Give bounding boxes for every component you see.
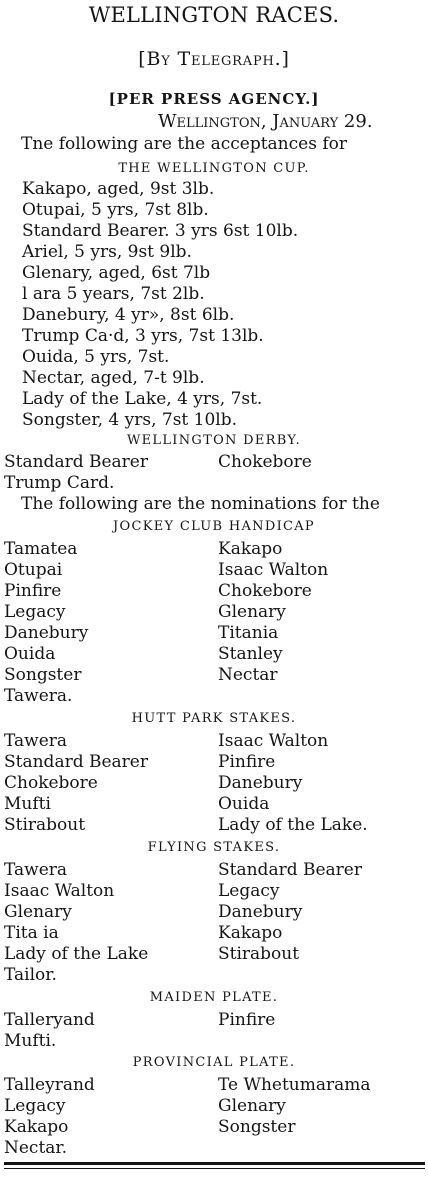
jockey-club-nomination: Legacy xyxy=(4,602,66,622)
jockey-club-nomination: Nectar xyxy=(218,665,278,685)
acceptance-entry: Lady of the Lake, 4 yrs, 7st. xyxy=(22,389,263,409)
acceptance-entry: Ouida, 5 yrs, 7st. xyxy=(22,347,170,367)
hutt-park-heading: HUTT PARK STAKES. xyxy=(131,711,297,726)
flying-stakes-nomination: Legacy xyxy=(218,881,280,901)
acceptance-entry: Nectar, aged, 7-t 9lb. xyxy=(22,368,205,388)
hutt-park-nomination: Lady of the Lake. xyxy=(218,815,368,835)
flying-stakes-nomination: Lady of the Lake xyxy=(4,944,149,964)
hutt-park-nomination: Mufti xyxy=(4,794,51,814)
flying-stakes-nomination: Kakapo xyxy=(218,923,283,943)
maiden-plate-nomination: Talleryand xyxy=(4,1010,95,1030)
acceptances-intro: Tne following are the acceptances for xyxy=(21,134,347,154)
jockey-club-nomination: Kakapo xyxy=(218,539,283,559)
jockey-club-nomination: Otupai xyxy=(4,560,63,580)
acceptance-entry: Otupai, 5 yrs, 7st 8lb. xyxy=(22,200,209,220)
acceptance-entry: Standard Bearer. 3 yrs 6st 10lb. xyxy=(22,221,299,241)
acceptance-entry: l ara 5 years, 7st 2lb. xyxy=(22,284,205,304)
provincial-plate-nomination: Legacy xyxy=(4,1096,66,1116)
jockey-club-nomination: Chokebore xyxy=(218,581,312,601)
flying-stakes-nomination: Tita ia xyxy=(4,923,59,943)
provincial-plate-nomination: Te Whetumarama xyxy=(218,1075,371,1095)
derby-nomination: Standard Bearer xyxy=(4,452,148,472)
maiden-plate-heading: MAIDEN PLATE. xyxy=(149,990,279,1005)
acceptance-entry: Trump Ca·d, 3 yrs, 7st 13lb. xyxy=(22,326,264,346)
flying-stakes-nomination: Glenary xyxy=(4,902,72,922)
jockey-club-nomination: Glenary xyxy=(218,602,286,622)
acceptance-entry: Ariel, 5 yrs, 9st 9lb. xyxy=(22,242,192,262)
agency-line: [PER PRESS AGENCY.] xyxy=(108,90,320,108)
hutt-park-nomination: Chokebore xyxy=(4,773,98,793)
acceptance-entry: Songster, 4 yrs, 7st 10lb. xyxy=(22,410,238,430)
acceptance-entry: Danebury, 4 yr», 8st 6lb. xyxy=(22,305,235,325)
jockey-club-nomination: Songster xyxy=(4,665,82,685)
flying-stakes-nomination: Tailor. xyxy=(4,965,57,985)
jockey-club-heading: JOCKEY CLUB HANDICAP xyxy=(113,519,315,534)
acceptance-entry: Glenary, aged, 6st 7lb xyxy=(22,263,211,283)
maiden-plate-nomination: Pinfire xyxy=(218,1010,276,1030)
jockey-club-nomination: Pinfire xyxy=(4,581,62,601)
provincial-plate-nomination: Glenary xyxy=(218,1096,286,1116)
provincial-plate-heading: PROVINCIAL PLATE. xyxy=(132,1055,296,1070)
flying-stakes-nomination: Stirabout xyxy=(218,944,300,964)
flying-stakes-nomination: Standard Bearer xyxy=(218,860,362,880)
headline: WELLINGTON RACES. xyxy=(88,3,340,27)
hutt-park-nomination: Standard Bearer xyxy=(4,752,148,772)
flying-stakes-nomination: Isaac Walton xyxy=(4,881,115,901)
hutt-park-nomination: Isaac Walton xyxy=(218,731,329,751)
jockey-club-nomination: Titania xyxy=(218,623,279,643)
acceptance-entry: Kakapo, aged, 9st 3lb. xyxy=(22,179,215,199)
jockey-club-nomination: Tamatea xyxy=(4,539,78,559)
hutt-park-nomination: Pinfire xyxy=(218,752,276,772)
flying-stakes-nomination: Tawera xyxy=(4,860,68,880)
hutt-park-nomination: Danebury xyxy=(218,773,303,793)
derby-nomination: Trump Card. xyxy=(4,473,115,493)
jockey-club-nomination: Ouida xyxy=(4,644,56,664)
provincial-plate-nomination: Talleyrand xyxy=(4,1075,95,1095)
byline: [By Telegraph.] xyxy=(138,48,290,70)
provincial-plate-nomination: Nectar. xyxy=(4,1138,68,1158)
provincial-plate-nomination: Songster xyxy=(218,1117,296,1137)
jockey-club-nomination: Stanley xyxy=(218,644,283,664)
nominations-intro: The following are the nominations for the xyxy=(21,494,380,514)
hutt-park-nomination: Tawera xyxy=(4,731,68,751)
dateline: Wellington, January 29. xyxy=(158,111,373,132)
wellington-derby-heading: WELLINGTON DERBY. xyxy=(126,433,301,448)
hutt-park-nomination: Stirabout xyxy=(4,815,86,835)
jockey-club-nomination: Tawera. xyxy=(4,686,73,706)
flying-stakes-nomination: Danebury xyxy=(218,902,303,922)
hutt-park-nomination: Ouida xyxy=(218,794,270,814)
maiden-plate-nomination: Mufti. xyxy=(4,1031,57,1051)
closing-rule-thin xyxy=(4,1168,425,1169)
provincial-plate-nomination: Kakapo xyxy=(4,1117,69,1137)
closing-rule-thick xyxy=(4,1162,425,1165)
jockey-club-nomination: Isaac Walton xyxy=(218,560,329,580)
flying-stakes-heading: FLYING STAKES. xyxy=(147,840,281,855)
derby-nomination: Chokebore xyxy=(218,452,312,472)
wellington-cup-heading: THE WELLINGTON CUP. xyxy=(118,161,310,176)
jockey-club-nomination: Danebury xyxy=(4,623,89,643)
